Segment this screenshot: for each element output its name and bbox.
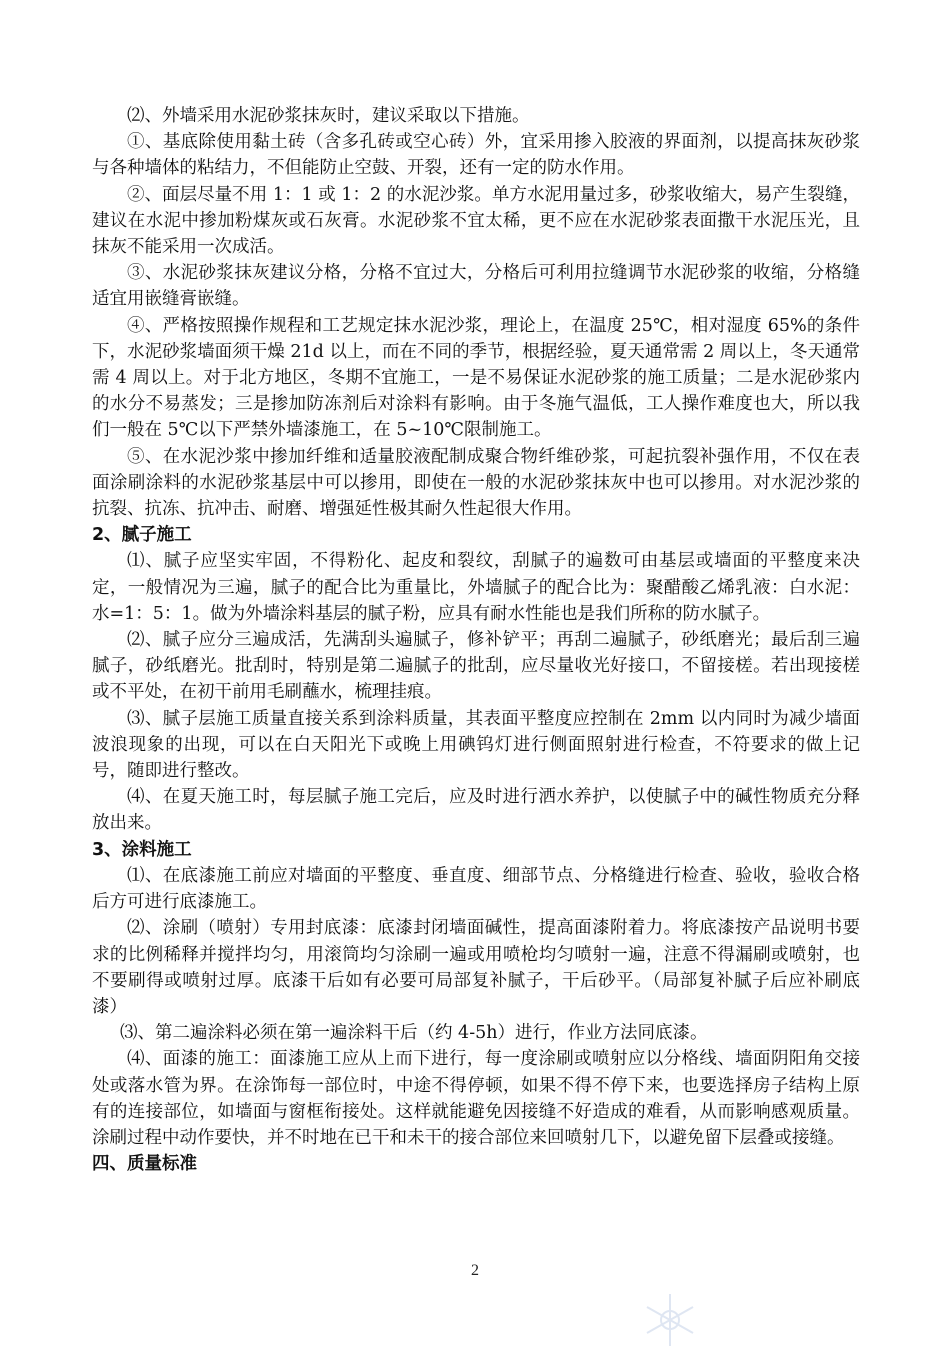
paragraph: ⑵、涂刷（喷射）专用封底漆：底漆封闭墙面碱性，提高面漆附着力。将底漆按产品说明书要求的比例稀释并搅拌均匀，用滚筒均匀涂刷一遍或用喷枪均匀喷射一遍，注意不得漏刷或喷射，也不要刷得或喷射过厚。底漆干后如有必要可局部复补腻子，干后砂平。（局部复补腻子后应补刷底漆） [92,918,860,1017]
paragraph: ⑷、面漆的施工：面漆施工应从上而下进行，每一度涂刷或喷射应以分格线、墙面阴阳角交接处或落水管为界。在涂饰每一部位时，中途不得停顿，如果不得不停下来，也要选择房子结构上原有的连接部位，如墙面与窗框衔接处。这样就能避免因接缝不好造成的难看，从而影响感观质量。涂刷过程中动作要快，并不时地在已干和未干的接合部位来回喷射几下，以避免留下层叠或接缝。 [92,1049,860,1148]
page-number: 2 [471,1262,479,1279]
section-heading: 2、腻子施工 [92,525,192,546]
paragraph: ⑶、腻子层施工质量直接关系到涂料质量，其表面平整度应控制在 2mm 以内同时为减少墙面波浪现象的出现，可以在白天阳光下或晚上用碘钨灯进行侧面照射进行检查，不符要求的做上记号，随即进行整改。 [92,708,860,782]
paragraph: ②、面层尽量不用 1：1 或 1：2 的水泥沙浆。单方水泥用量过多，砂浆收缩大，易产生裂缝，建议在水泥中掺加粉煤灰或石灰膏。水泥砂浆不宜太稀，更不应在水泥砂浆表面撒干水泥压光，且抹灰不能采用一次成活。 [92,184,860,258]
paragraph: ⑴、腻子应坚实牢固，不得粉化、起皮和裂纹，刮腻子的遍数可由基层或墙面的平整度来决定，一般情况为三遍，腻子的配合比为重量比，外墙腻子的配合比为：聚醋酸乙烯乳液：白水泥：水=1：5：1。做为外墙涂料基层的腻子粉，应具有耐水性能也是我们所称的防水腻子。 [92,551,860,624]
paragraph: ⑶、第二遍涂料必须在第一遍涂料干后（约 4-5h）进行，作业方法同底漆。 [120,1023,708,1044]
paragraph: ⑤、在水泥沙浆中掺加纤维和适量胶液配制成聚合物纤维砂浆，可起抗裂补强作用，不仅在表面涂刷涂料的水泥砂浆基层中可以掺用，即使在一般的水泥砂浆抹灰中也可以掺用。对水泥沙浆的抗裂、抗冻、抗冲击、耐磨、增强延性极其耐久性起很大作用。 [92,446,860,520]
document-body [92,103,860,1177]
paragraph: ⑷、在夏天施工时，每层腻子施工完后，应及时进行洒水养护，以使腻子中的碱性物质充分释放出来。 [92,787,860,834]
paragraph: ⑴、在底漆施工前应对墙面的平整度、垂直度、细部节点、分格缝进行检查、验收，验收合格后方可进行底漆施工。 [92,865,860,913]
paragraph: ①、基底除使用黏土砖（含多孔砖或空心砖）外，宜采用掺入胶液的界面剂，以提高抹灰砂浆与各种墙体的粘结力，不但能防止空鼓、开裂，还有一定的防水作用。 [92,132,860,179]
paragraph: ⑵、腻子应分三遍成活，先满刮头遍腻子，修补铲平；再刮二遍腻子，砂纸磨光；最后刮三遍腻子，砂纸磨光。批刮时，特别是第二遍腻子的批刮，应尽量收光好接口，不留接槎。若出现接槎或不平处，在初干前用毛刷蘸水，梳理挂痕。 [92,630,860,703]
paragraph: ③、水泥砂浆抹灰建议分格，分格不宜过大，分格后可利用拉缝调节水泥砂浆的收缩，分格缝适宜用嵌缝膏嵌缝。 [92,263,860,310]
paragraph: ⑵、外墙采用水泥砂浆抹灰时，建议采取以下措施。 [127,106,530,126]
section-heading: 3、涂料施工 [92,839,192,860]
paragraph: ④、严格按照操作规程和工艺规定抹水泥沙浆，理论上，在温度 25℃，相对湿度 65%的条件下，水泥砂浆墙面须干燥 21d 以上，而在不同的季节，根据经验，夏天通常需 2 周以上，冬天通常需 4 周以上。对于北方地区，冬期不宜施工，一是不易保证水泥砂浆的施工质量；二是水泥砂浆内的水分不易蒸发；三是掺加防冻剂后对涂料有影响。由于冬施气温低，工人操作难度也大，所以我们一般在 5℃以下严禁外墙漆施工，在 5~10℃限制施工。 [92,315,860,441]
section-heading: 四、质量标准 [92,1154,197,1175]
snowflake-watermark-icon [640,1290,700,1350]
